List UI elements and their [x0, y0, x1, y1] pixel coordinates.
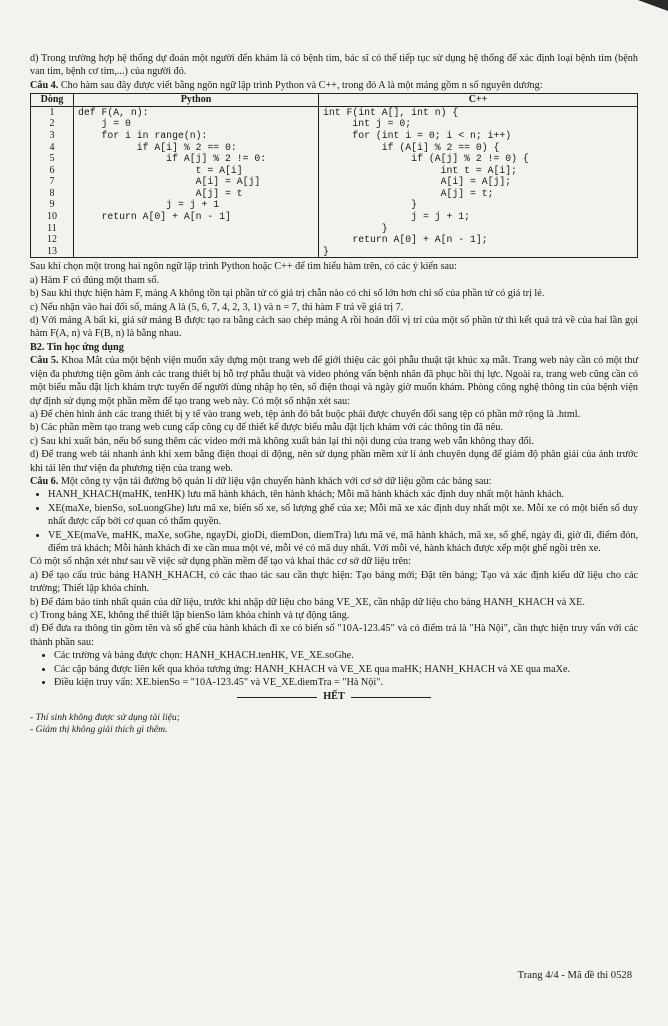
- line-number: 6: [49, 164, 55, 176]
- q4-option-a: a) Hàm F có đúng một tham số.: [30, 274, 160, 286]
- section-b2-heading: B2. Tin học ứng dụng: [30, 341, 124, 353]
- python-code-line: if A[i] % 2 == 0:: [78, 141, 237, 153]
- cpp-code-line: j = j + 1;: [323, 211, 470, 223]
- line-number: 9: [49, 199, 55, 211]
- q5-option-a: a) Để chèn hình ảnh các trang thiết bị y tế vào trang web, tệp ảnh đó bắt buộc phải được chuyển đổi sang tệp có phần mở rộng là .html.: [30, 408, 581, 420]
- q6-query-components: [30, 649, 638, 689]
- q6-table-list: [30, 488, 638, 555]
- end-marker: [30, 690, 638, 703]
- q6-query-condition: • Điều kiện truy vấn: XE.bienSo = "10A-123.45" và VE_XE.diemTra = "Hà Nội".: [54, 676, 638, 689]
- cpp-code-line: }: [323, 222, 388, 234]
- page-corner-shadow: [632, 0, 668, 14]
- q6-option-a: a) Để tạo cấu trúc bảng HANH_KHACH, có các thao tác sau cần thực hiện: Tạo bảng mới; Đặt tên bảng; Tạo và xác định kiểu dữ liệu cho các trường; Thiết lập khóa chính.: [30, 569, 638, 595]
- code-table: [30, 93, 638, 258]
- q6-intro: [30, 475, 638, 488]
- cpp-code-line: if (A[i] % 2 == 0) {: [323, 141, 500, 153]
- line-number: 4: [49, 141, 55, 153]
- python-code-line: j = 0: [78, 118, 131, 130]
- q6-table-xe: • XE(maXe, bienSo, soLuongGhe) lưu mã xe, biển số xe, số lượng ghế của xe; Mỗi mã xe xác định duy nhất một xe. Mỗi xe có một biển số duy nhất được cấp bởi cơ quan có thẩm quyền.: [48, 502, 638, 529]
- line-number: 2: [49, 118, 55, 130]
- q4-title: Câu 4.: [30, 79, 59, 91]
- q5-option-c: c) Sau khi xuất bản, nếu bổ sung thêm các video mới mà không xuất bản lại thì nội dung của trang web vẫn không thay đổi.: [30, 435, 534, 447]
- line-number: 12: [47, 234, 57, 246]
- cpp-code-line: return A[0] + A[n - 1];: [323, 234, 488, 246]
- python-code-line: [78, 246, 314, 258]
- q6-option-c: c) Trong bảng XE, không thể thiết lập bienSo làm khóa chính và tự động tăng.: [30, 610, 350, 621]
- python-code-line: def F(A, n):: [78, 106, 149, 118]
- python-code-line: if A[j] % 2 != 0:: [78, 153, 267, 165]
- q3-option-d: d) Trong trường hợp hệ thống dự đoán một người đến khám là có bệnh tim, bác sĩ có thể tiếp tục sử dụng hệ thống để xác định loại bệnh tim (bệnh van tim, bệnh cơ tim,...) của người đó.: [30, 53, 638, 78]
- python-code: [74, 106, 319, 258]
- python-code-line: t = A[i]: [78, 164, 243, 176]
- cpp-code-line: int F(int A[], int n) {: [323, 106, 459, 118]
- q4-option-b: b) Sau khi thực hiện hàm F, mảng A không tồn tại phần tử có giá trị chẵn nào có chỉ số lớn hơn chỉ số của phần tử có giá trị lẻ.: [30, 288, 545, 300]
- line-number: 10: [47, 211, 57, 223]
- python-code-line: A[j] = t: [78, 187, 243, 199]
- q4-option-d: d) Với mảng A bất kì, giả sử mảng B được tạo ra bằng cách sao chép mảng A rồi hoán đổi vị trí của một số phần tử thì kết quả trả về của hai lần gọi hàm F(A, n) và F(B, n) là bằng nhau.: [30, 315, 638, 340]
- code-table-body: [31, 106, 638, 258]
- q6-query-fields: • Các trường và bảng được chọn: HANH_KHACH.tenHK, VE_XE.soGhe.: [54, 649, 638, 662]
- python-code-line: return A[0] + A[n - 1]: [78, 211, 231, 223]
- q6-query-links: • Các cặp bảng được liên kết qua khóa tương ứng: HANH_KHACH và VE_XE qua maHK; HANH_KHACH và XE qua maXe.: [54, 663, 638, 676]
- q4-after: Sau khi chọn một trong hai ngôn ngữ lập trình Python hoặc C++ để tìm hiểu hàm trên, có các ý kiến sau:: [30, 261, 457, 273]
- q6-after: Có một số nhận xét như sau về việc sử dụng phần mềm để tạo và khai thác cơ sở dữ liệu trên:: [30, 556, 411, 568]
- code-table-header: [31, 94, 638, 107]
- header-python: Python: [74, 94, 319, 107]
- q6-intro-text: Một công ty vận tải đường bộ quản lí dữ liệu vận chuyển hành khách với cơ sở dữ liệu gồm các bảng sau:: [60, 475, 492, 487]
- python-code-line: A[i] = A[j]: [78, 176, 261, 188]
- line-number: 3: [49, 129, 55, 141]
- q4-intro-text: Cho hàm sau đây được viết bằng ngôn ngữ lập trình Python và C++, trong đó A là một mảng gồm n số nguyên dương:: [60, 79, 543, 91]
- page-footer: Trang 4/4 - Mã đề thi 0528: [517, 970, 632, 981]
- line-number: 13: [47, 245, 57, 257]
- cpp-code-line: for (int i = 0; i < n; i++): [323, 129, 512, 141]
- cpp-code-line: A[i] = A[j];: [323, 176, 512, 188]
- q6-table-ve-xe: • VE_XE(maVe, maHK, maXe, soGhe, ngayDi, gioDi, diemDon, diemTra) lưu mã vé, mã hành khách, mã xe, số ghế, ngày đi, giờ đi, điểm đón, điểm trả khách; Mỗi hành khách đi xe cần mua một vé, mỗi vé có mã duy nhất. Với mỗi vé, hành khách được xếp một ghế ngồi trên xe.: [48, 529, 638, 556]
- q5-title: Câu 5.: [30, 355, 59, 367]
- end-rule-right: [351, 697, 431, 698]
- q5-option-b: b) Các phần mềm tạo trang web cung cấp công cụ để thiết kế được biểu mẫu đặt lịch khám với các thông tin đã nêu.: [30, 422, 503, 434]
- q5-option-d: d) Để trang web tải nhanh ảnh khi xem bằng điện thoại di động, nên sử dụng phần mềm xử lí ảnh chuyên dụng để giảm độ phân giải của ảnh trước khi tải lên thư viện đa phương tiện của trang web.: [30, 449, 638, 474]
- python-code-line: [78, 223, 314, 235]
- cpp-code-line: int j = 0;: [323, 118, 412, 130]
- q5-intro-text: Khoa Mắt của một bệnh viện muốn xây dựng một trang web để giới thiệu các gói phẫu thuật tật khúc xạ mắt. Trang web này cần có một thư viện đa phương tiện gồm ảnh các trang thiết bị hỗ trợ phẫu thuật và video phỏng vấn bệnh nhân đã phục hồi thị lực. Ngoài ra, trang web cũng cần có một biểu mẫu đặt lịch khám trực tuyến để người dùng nhập họ tên, số điện thoại và ngày giờ muốn khám. Phòng công nghệ thông tin của bệnh viện dự định sử dụng một phần mềm để tạo trang web này. Có một số nhận xét sau:: [30, 355, 639, 407]
- q6-option-d: d) Để đưa ra thông tin gồm tên và số ghế của hành khách đi xe có biển số "10A-123.45" và có điểm trả là "Hà Nội", cần thực hiện truy vấn với các thành phần sau:: [30, 623, 638, 648]
- line-number: 1: [49, 106, 55, 118]
- q4-option-c: c) Nếu nhận vào hai đối số, mảng A là (5, 6, 7, 4, 2, 3, 1) và n = 7, thì hàm F trả về giá trị 7.: [30, 301, 404, 313]
- cpp-code-line: int t = A[i];: [323, 164, 518, 176]
- q4-intro: [30, 79, 638, 92]
- header-cpp: C++: [319, 94, 638, 107]
- python-code-line: j = j + 1: [78, 199, 220, 211]
- q6-title: Câu 6.: [30, 475, 59, 487]
- exam-notes: [30, 712, 638, 736]
- cpp-code-line: }: [323, 199, 418, 211]
- line-number: 7: [49, 176, 55, 188]
- header-line: Dòng: [31, 94, 74, 107]
- python-code-line: [78, 234, 314, 246]
- cpp-code: [319, 106, 638, 258]
- note-no-explanation: - Giám thị không giải thích gì thêm.: [30, 723, 168, 735]
- end-text: HẾT: [323, 691, 345, 703]
- line-number: 8: [49, 187, 55, 199]
- q6-table-hanh-khach: • HANH_KHACH(maHK, tenHK) lưu mã hành khách, tên hành khách; Mỗi mã hành khách xác định duy nhất một hành khách.: [48, 488, 638, 501]
- end-rule-left: [237, 697, 317, 698]
- q5-intro: [30, 354, 638, 408]
- cpp-code-line: if (A[j] % 2 != 0) {: [323, 153, 529, 165]
- line-number: 5: [49, 153, 55, 165]
- line-numbers: [31, 106, 74, 258]
- line-number: 11: [47, 222, 57, 234]
- python-code-line: for i in range(n):: [78, 129, 208, 141]
- note-no-materials: - Thí sinh không được sử dụng tài liệu;: [30, 711, 180, 723]
- cpp-code-line: }: [323, 245, 329, 257]
- q6-option-b: b) Để đảm bảo tính nhất quán của dữ liệu, trước khi nhập dữ liệu cho bảng VE_XE, cần nhập dữ liệu cho bảng HANH_KHACH và XE.: [30, 596, 585, 608]
- cpp-code-line: A[j] = t;: [323, 187, 494, 199]
